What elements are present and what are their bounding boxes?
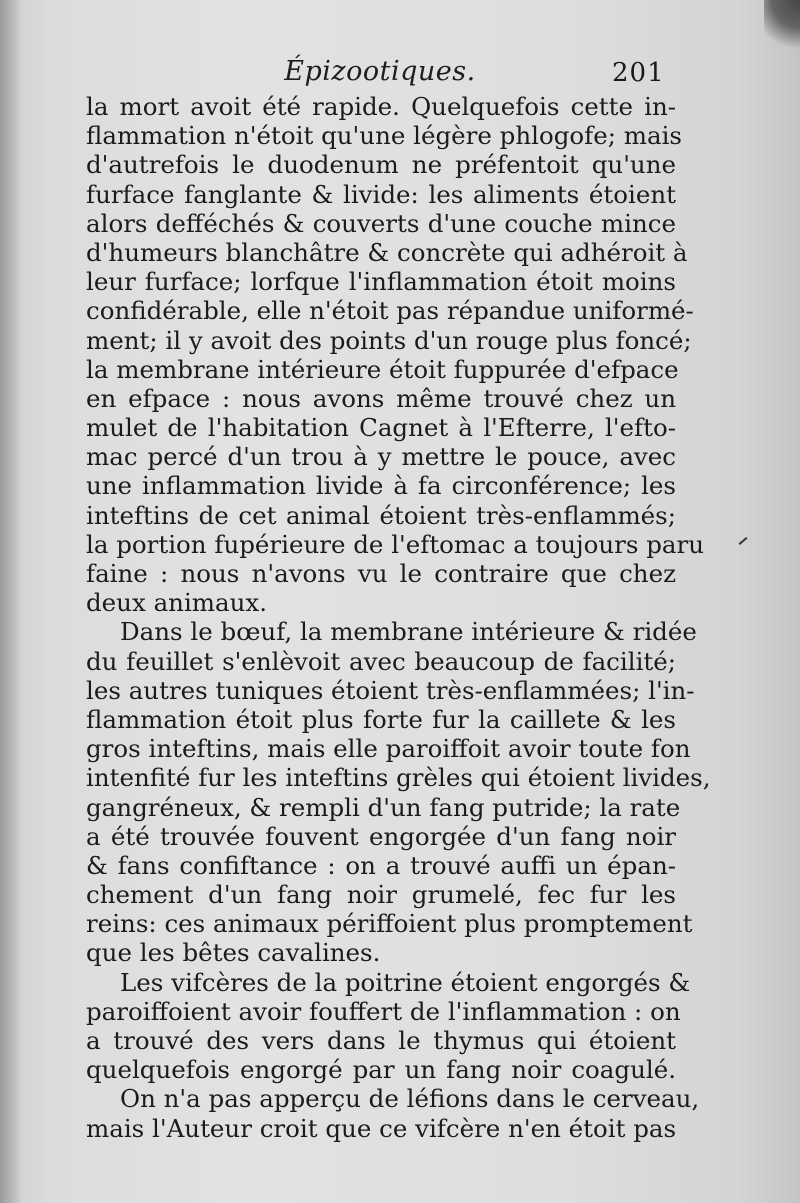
text-line: On n'a pas apperçu de léfions dans le cerveau,	[120, 1084, 700, 1114]
text-line: a trouvé des vers dans le thymus qui étoient	[86, 1026, 676, 1055]
text-line: deux animaux.	[86, 588, 268, 618]
text-line: d'autrefois le duodenum ne préfentoit qu'une	[86, 150, 676, 180]
running-title: Épizootiques.	[284, 56, 476, 87]
page-number: 201	[612, 58, 665, 88]
text-line: furface fanglante & livide: les aliments étoient	[86, 179, 676, 209]
text-line: paroiffoient avoir fouffert de l'inflammation : on	[86, 996, 681, 1026]
text-line: intenfité fur les inteftins grèles qui étoient livides,	[86, 763, 711, 793]
text-line: flammation étoit plus forte fur la caillete & les	[86, 704, 676, 734]
text-line: les autres tuniques étoient très-enflammées; l'in-	[86, 675, 695, 705]
text-line: a été trouvée fouvent engorgée d'un fang noir	[86, 821, 676, 851]
paragraph-poitrine	[86, 967, 691, 1085]
text-line: la membrane intérieure étoit fuppurée d'efpace	[86, 354, 679, 384]
text-line: en efpace : nous avons même trouvé chez un	[86, 383, 676, 413]
text-line: chement d'un fang noir grumelé, fec fur les	[86, 880, 676, 910]
body-text	[86, 92, 711, 1143]
running-head	[0, 56, 800, 96]
text-line: gros inteftins, mais elle paroiffoit avoir toute fon	[86, 734, 691, 764]
text-line: alors defféchés & couverts d'une couche mince	[86, 208, 676, 238]
text-line: quelquefois engorgé par un fang noir coagulé.	[86, 1055, 676, 1085]
text-line: d'humeurs blanchâtre & concrète qui adhéroit à	[86, 237, 688, 267]
text-line: mais l'Auteur croit que ce vifcère n'en étoit pas	[86, 1113, 677, 1143]
paragraph-boeuf	[86, 617, 711, 968]
paragraph-continuation	[86, 92, 705, 618]
text-line: leur furface; lorfque l'inflammation étoit moins	[86, 267, 676, 297]
text-line: mulet de l'habitation Cagnet à l'Efterre, l'efto-	[86, 413, 676, 443]
text-line: faine : nous n'avons vu le contraire que chez	[86, 559, 676, 588]
text-line: Dans le bœuf, la membrane intérieure & ridée	[120, 617, 697, 647]
text-line: une inflammation livide à fa circonférence; les	[86, 471, 676, 501]
text-line: flammation n'étoit qu'une légère phlogofe; mais	[86, 121, 682, 151]
text-line: que les bêtes cavalines.	[86, 938, 381, 968]
text-line: & fans confiftance : on a trouvé auffi un épan-	[86, 850, 676, 880]
text-line: gangréneux, & rempli d'un fang putride; la rate	[86, 792, 681, 822]
text-line: ment; il y avoit des points d'un rouge plus foncé;	[86, 325, 692, 355]
text-line: la mort avoit été rapide. Quelquefois cette in-	[86, 92, 676, 121]
text-line: du feuillet s'enlèvoit avec beaucoup de facilité;	[86, 646, 676, 676]
text-line: Les vifcères de la poitrine étoient engorgés &	[120, 967, 691, 997]
ink-mark	[739, 537, 748, 545]
text-line: confidérable, elle n'étoit pas répandue uniformé-	[86, 296, 694, 326]
text-line: la portion fupérieure de l'eftomac a toujours paru	[86, 529, 705, 559]
text-line: reins: ces animaux périffoient plus promptement	[86, 909, 693, 939]
paragraph-cerveau	[86, 1084, 700, 1143]
text-line: mac percé d'un trou à y mettre le pouce, avec	[86, 442, 676, 472]
text-line: inteftins de cet animal étoient très-enflammés;	[86, 500, 676, 530]
